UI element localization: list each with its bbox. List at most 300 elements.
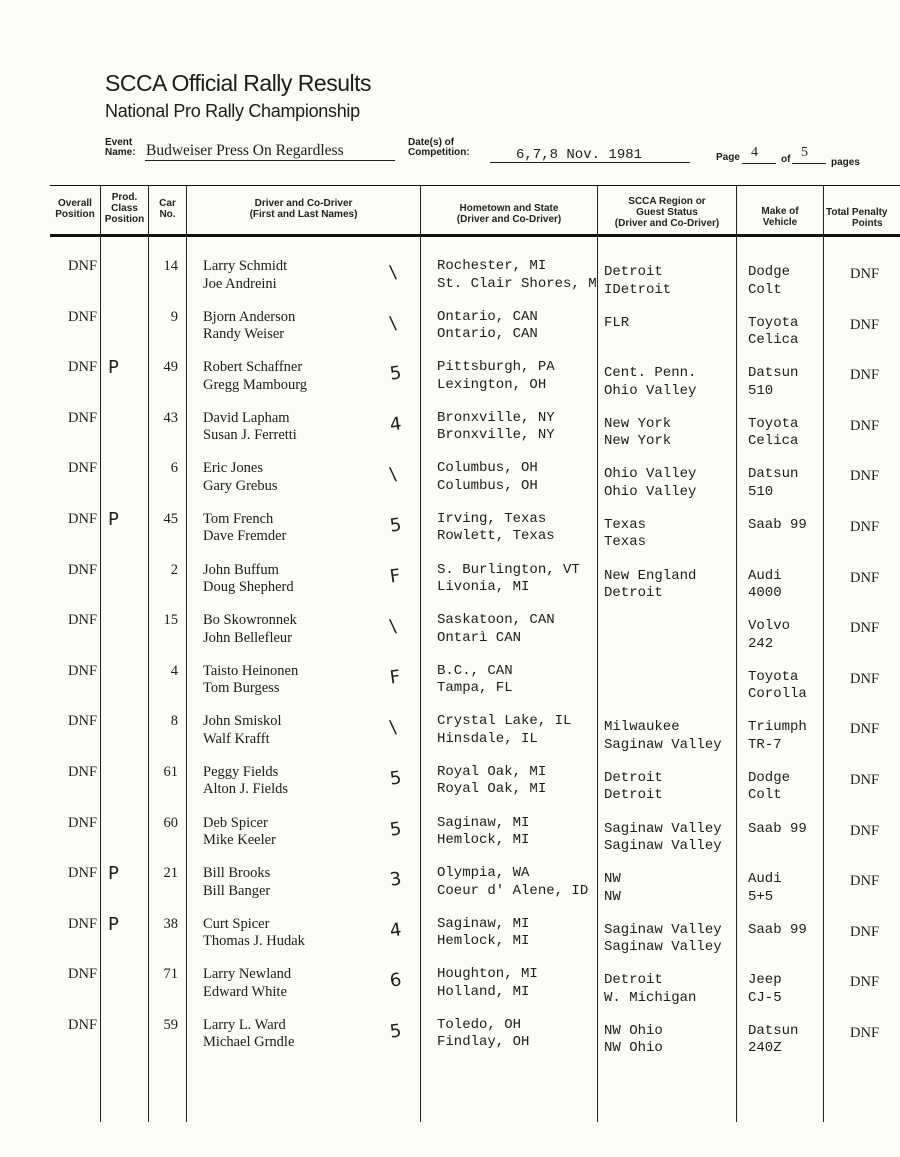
penalty-points: DNF — [850, 1024, 880, 1041]
col-header-text: Points — [852, 218, 883, 229]
driver-names-line2: Thomas J. Hudak — [203, 933, 305, 950]
driver-names-line1: Taisto Heinonen — [203, 662, 299, 679]
vehicle-make-line2: CJ-5 — [748, 989, 782, 1006]
driver-names — [203, 663, 298, 698]
hometown-line2: Tampa, FL — [437, 680, 513, 697]
table-row — [0, 258, 900, 309]
pencil-mark: \ — [388, 312, 398, 334]
pencil-mark: F — [388, 564, 402, 588]
hometown-line1: Rochester, MI — [437, 258, 547, 274]
driver-names — [203, 865, 270, 900]
driver-names — [203, 511, 286, 546]
table-row — [0, 460, 900, 511]
scca-region-line1: New York — [604, 415, 672, 432]
vehicle-make-line1: Dodge — [748, 264, 791, 280]
car-number: 60 — [163, 814, 178, 831]
col-header-car — [149, 198, 186, 220]
pencil-mark: 3 — [388, 868, 403, 891]
scca-region — [604, 713, 722, 754]
vehicle-make — [748, 865, 782, 906]
hometown-line2: Livonia, MI — [437, 579, 530, 596]
car-number: 9 — [170, 308, 178, 325]
car-number: 71 — [163, 966, 178, 983]
pencil-mark: 5 — [388, 1020, 403, 1043]
pencil-mark: 4 — [388, 919, 403, 942]
scca-region-line2: Ohio Valley — [604, 382, 697, 399]
hometown — [437, 309, 538, 344]
vehicle-make — [748, 764, 790, 805]
vehicle-make-line1: Saab 99 — [748, 820, 807, 837]
col-header-text: (Driver and Co-Driver) — [456, 214, 562, 225]
vehicle-make-line1: Toyota — [748, 668, 799, 685]
driver-names-line2: Alton J. Fields — [203, 781, 288, 798]
table-row — [0, 612, 900, 663]
scca-region-line1: Texas — [604, 516, 647, 533]
overall-position: DNF — [68, 763, 98, 780]
driver-names-line2: Edward White — [203, 983, 287, 1000]
vehicle-make — [748, 511, 807, 535]
vehicle-make-line2: Celica — [748, 433, 799, 450]
car-number: 21 — [163, 865, 178, 882]
car-number: 45 — [163, 510, 178, 527]
driver-names-line1: John Smiskol — [203, 713, 282, 730]
hometown-line2: Lexington, OH — [437, 376, 547, 393]
car-number: 38 — [163, 915, 178, 932]
col-header-text: Vehicle — [762, 217, 798, 228]
hometown — [437, 815, 529, 850]
vehicle-make — [748, 663, 807, 704]
date-label-line2: Competition: — [408, 147, 470, 158]
vehicle-make-line2: Corolla — [748, 686, 807, 703]
scca-region — [604, 764, 663, 805]
table-row — [0, 815, 900, 866]
driver-names-line1: Robert Schaffner — [203, 359, 303, 376]
scca-region-line1: NW Ohio — [604, 1022, 663, 1039]
col-header-penalty — [826, 207, 900, 229]
car-number: 49 — [163, 359, 178, 376]
penalty-points: DNF — [850, 771, 880, 788]
driver-names — [203, 815, 276, 850]
hometown — [437, 511, 555, 546]
vehicle-make — [748, 258, 790, 299]
col-header-text: Overall — [58, 198, 92, 209]
table-top-rule — [50, 185, 900, 186]
vehicle-make — [748, 966, 782, 1007]
table-row — [0, 865, 900, 916]
col-header-text: SCCA Region or — [628, 196, 706, 207]
pencil-mark: 5 — [388, 362, 403, 385]
driver-names-line1: Deb Spicer — [203, 814, 268, 831]
col-header-text: Car — [159, 198, 176, 209]
penalty-points: DNF — [850, 873, 880, 890]
overall-position: DNF — [68, 966, 98, 983]
hometown-line2: Rowlett, Texas — [437, 528, 555, 545]
car-number: 6 — [170, 460, 178, 477]
table-row — [0, 966, 900, 1017]
hometown-line1: S. Burlington, VT — [437, 561, 580, 578]
event-name-underline — [145, 160, 395, 161]
document-title: SCCA Official Rally Results — [105, 70, 371, 96]
scca-region-line2: Ohio Valley — [604, 483, 697, 500]
table-row — [0, 562, 900, 613]
hometown-line1: Royal Oak, MI — [437, 763, 547, 780]
penalty-points: DNF — [850, 620, 880, 637]
hometown-line1: Columbus, OH — [437, 460, 538, 477]
scca-region-line1: Saginaw Valley — [604, 820, 722, 837]
col-header-text: Hometown and State — [459, 203, 559, 214]
col-header-text: (Driver and Co-Driver) — [614, 218, 720, 229]
scca-region-line1: Detroit — [604, 972, 663, 989]
col-header-driver — [187, 198, 420, 220]
hometown-line1: Ontario, CAN — [437, 308, 538, 325]
vehicle-make-line1: Toyota — [748, 415, 799, 432]
pencil-mark: F — [388, 666, 402, 689]
pencil-mark: \ — [388, 464, 398, 486]
penalty-points: DNF — [850, 518, 880, 535]
driver-names-line1: Peggy Fields — [203, 763, 279, 780]
vehicle-make — [748, 359, 798, 400]
hometown — [437, 612, 555, 647]
driver-names — [203, 258, 287, 293]
driver-names-line2: Bill Banger — [203, 882, 271, 899]
driver-names — [203, 359, 307, 394]
prod-class-mark: P — [108, 357, 119, 379]
vehicle-make-line2: 5+5 — [748, 888, 774, 905]
vehicle-make — [748, 815, 807, 839]
scca-region — [604, 410, 671, 451]
prod-class-mark: P — [108, 863, 119, 885]
scca-region-line1: Detroit — [604, 264, 663, 280]
hometown — [437, 410, 555, 445]
driver-names — [203, 916, 305, 951]
driver-names — [203, 764, 288, 799]
vehicle-make-line2: TR-7 — [748, 736, 782, 753]
driver-names — [203, 562, 294, 597]
vehicle-make — [748, 713, 807, 754]
scca-region-line1: New England — [604, 567, 697, 584]
hometown — [437, 258, 597, 293]
overall-position: DNF — [68, 865, 98, 882]
scca-region-line1: Saginaw Valley — [604, 921, 722, 938]
penalty-points: DNF — [850, 417, 880, 434]
hometown-line1: Bronxville, NY — [437, 409, 555, 426]
hometown-line2: Columbus, OH — [437, 477, 538, 494]
table-row — [0, 764, 900, 815]
scca-region-line2: New York — [604, 433, 672, 450]
table-header-rule — [50, 234, 900, 237]
vehicle-make — [748, 309, 798, 350]
driver-names-line2: John Bellefleur — [203, 629, 292, 646]
driver-names — [203, 1017, 294, 1052]
col-header-text: Class — [111, 203, 138, 214]
date-label-line1: Date(s) of — [408, 137, 455, 148]
vehicle-make — [748, 562, 782, 603]
vehicle-make-line1: Triumph — [748, 719, 807, 736]
vehicle-make-line2: 510 — [748, 382, 774, 399]
vehicle-make-line2: 510 — [748, 483, 774, 500]
driver-names-line1: Bo Skowronnek — [203, 612, 297, 629]
scca-region-line2: NW — [604, 888, 621, 905]
driver-names-line2: Randy Weiser — [203, 326, 285, 343]
hometown-line1: Houghton, MI — [437, 966, 538, 983]
car-number: 8 — [170, 713, 178, 730]
pencil-mark: 5 — [388, 514, 403, 537]
col-header-region — [598, 196, 736, 229]
vehicle-make-line1: Volvo — [748, 618, 791, 635]
page-label: Page — [716, 152, 740, 163]
hometown-line2: Ontario, CAN — [437, 326, 538, 343]
vehicle-make-line1: Datsun — [748, 466, 799, 483]
hometown — [437, 916, 529, 951]
vehicle-make — [748, 916, 807, 940]
pencil-mark: 6 — [388, 969, 403, 993]
driver-names-line2: Tom Burgess — [203, 680, 280, 697]
pencil-mark: \ — [388, 261, 398, 284]
car-number: 2 — [170, 561, 178, 578]
scca-region — [604, 258, 671, 299]
pencil-mark: \ — [388, 615, 398, 638]
car-number: 61 — [163, 763, 178, 780]
hometown-line2: Hemlock, MI — [437, 832, 530, 849]
hometown-line2: Coeur d' Alene, ID — [437, 882, 589, 899]
col-header-text: Total Penalty — [826, 207, 888, 218]
col-header-text: Driver and Co-Driver — [254, 198, 353, 209]
penalty-points: DNF — [850, 266, 880, 282]
driver-names-line1: Curt Spicer — [203, 915, 270, 932]
driver-names-line2: Dave Fremder — [203, 528, 287, 545]
scca-region — [604, 966, 696, 1007]
driver-names — [203, 460, 278, 495]
page-number-underline — [742, 163, 776, 164]
hometown-line1: Toledo, OH — [437, 1016, 522, 1033]
overall-position: DNF — [68, 409, 98, 426]
col-header-hometown — [421, 203, 597, 225]
vehicle-make — [748, 410, 798, 451]
scca-region — [604, 1017, 663, 1058]
overall-position: DNF — [68, 713, 98, 730]
hometown — [437, 966, 538, 1001]
driver-names-line1: Tom French — [203, 510, 274, 527]
hometown-line2: Royal Oak, MI — [437, 781, 547, 798]
col-header-text: Make of — [761, 206, 799, 217]
scca-region-line2: Saginaw Valley — [604, 939, 722, 956]
col-header-prod-class — [101, 192, 148, 225]
vehicle-make — [748, 1017, 798, 1058]
vehicle-make-line2: 240Z — [748, 1040, 782, 1057]
hometown-line1: Irving, Texas — [437, 510, 547, 527]
event-name: Budweiser Press On Regardless — [146, 142, 344, 159]
overall-position: DNF — [68, 915, 98, 932]
car-number: 43 — [163, 409, 178, 426]
hometown-line1: Saginaw, MI — [437, 915, 530, 932]
hometown-line2: Findlay, OH — [437, 1034, 530, 1051]
car-number: 14 — [163, 258, 178, 274]
scca-region — [604, 916, 722, 957]
penalty-points: DNF — [850, 468, 880, 485]
table-row — [0, 410, 900, 461]
hometown — [437, 663, 513, 698]
hometown-line1: B.C., CAN — [437, 662, 513, 679]
penalty-points: DNF — [850, 974, 880, 991]
hometown — [437, 865, 588, 900]
table-row — [0, 508, 900, 562]
prod-class-mark: P — [108, 913, 119, 935]
scca-region-line2: Detroit — [604, 585, 663, 602]
of-label: of — [781, 154, 791, 165]
hometown — [437, 764, 546, 799]
scca-region — [604, 562, 696, 603]
page-total-underline — [792, 163, 826, 164]
scca-region-line2: Detroit — [604, 787, 663, 804]
overall-position: DNF — [68, 1016, 98, 1033]
overall-position: DNF — [68, 612, 98, 629]
driver-names-line1: Larry Newland — [203, 966, 292, 983]
vehicle-make — [748, 612, 790, 653]
hometown-line1: Saskatoon, CAN — [437, 612, 555, 629]
col-header-text: Position — [104, 214, 145, 225]
overall-position: DNF — [68, 258, 98, 274]
hometown-line2: Hinsdale, IL — [437, 730, 538, 747]
scca-region — [604, 815, 722, 856]
driver-names-line1: David Lapham — [203, 409, 290, 426]
driver-names — [203, 612, 297, 647]
vehicle-make-line2: Celica — [748, 332, 799, 349]
vehicle-make-line1: Toyota — [748, 314, 799, 331]
col-header-text: No. — [159, 209, 176, 220]
hometown-line2: St. Clair Shores, M — [437, 275, 597, 292]
table-row — [0, 1017, 900, 1068]
page-total: 5 — [801, 145, 808, 160]
pencil-mark: 4 — [388, 413, 403, 436]
overall-position: DNF — [68, 561, 98, 578]
driver-names — [203, 410, 297, 445]
date-label — [408, 138, 470, 158]
hometown-line2: Ontarì CAN — [437, 629, 522, 646]
driver-names-line2: Joe Andreini — [203, 275, 277, 292]
overall-position: DNF — [68, 359, 98, 376]
vehicle-make-line1: Datsun — [748, 1022, 799, 1039]
driver-names-line2: Walf Krafft — [203, 730, 270, 747]
document-subtitle: National Pro Rally Championship — [105, 101, 360, 121]
scca-region — [604, 460, 696, 501]
table-row — [0, 663, 900, 714]
penalty-points: DNF — [850, 822, 880, 839]
driver-names — [203, 309, 295, 344]
vehicle-make-line1: Audi — [748, 567, 782, 584]
hometown-line1: Saginaw, MI — [437, 814, 530, 831]
penalty-points: DNF — [850, 367, 880, 384]
col-header-text: Guest Status — [636, 207, 698, 218]
scca-region-line1: Ohio Valley — [604, 466, 697, 483]
scca-region-line1: Detroit — [604, 769, 663, 786]
hometown — [437, 713, 571, 748]
scca-region — [604, 359, 696, 400]
scca-region-line1: Cent. Penn. — [604, 365, 697, 382]
hometown — [437, 359, 555, 394]
event-label-line1: Event — [105, 137, 133, 148]
hometown-line2: Hemlock, MI — [437, 933, 530, 950]
penalty-points: DNF — [850, 721, 880, 738]
penalty-points: DNF — [850, 316, 880, 333]
scca-region-line1: NW — [604, 871, 621, 888]
results-table-body — [0, 258, 900, 1068]
driver-names-line2: Gregg Mambourg — [203, 376, 308, 393]
vehicle-make — [748, 460, 798, 501]
pencil-mark: \ — [388, 717, 398, 739]
hometown-line2: Bronxville, NY — [437, 427, 555, 444]
hometown — [437, 460, 538, 495]
page-number: 4 — [751, 145, 758, 160]
vehicle-make-line2: 242 — [748, 635, 774, 652]
prod-class-mark: P — [108, 508, 119, 530]
driver-names-line1: Bjorn Anderson — [203, 308, 296, 325]
pencil-mark: 5 — [388, 817, 403, 841]
vehicle-make-line1: Dodge — [748, 769, 791, 786]
overall-position: DNF — [68, 510, 98, 527]
driver-names-line2: Mike Keeler — [203, 832, 276, 849]
col-header-text: (First and Last Names) — [249, 209, 358, 220]
driver-names-line1: Eric Jones — [203, 460, 263, 477]
vehicle-make-line1: Datsun — [748, 365, 799, 382]
driver-names — [203, 713, 282, 748]
pencil-mark: 5 — [388, 767, 403, 790]
col-header-make — [737, 206, 823, 228]
driver-names-line2: Susan J. Ferretti — [203, 427, 297, 444]
scca-region-line2: W. Michigan — [604, 989, 697, 1006]
driver-names-line1: Larry Schmidt — [203, 258, 288, 274]
driver-names — [203, 966, 291, 1001]
event-label — [105, 138, 136, 158]
hometown-line2: Holland, MI — [437, 983, 530, 1000]
driver-names-line1: Bill Brooks — [203, 865, 271, 882]
car-number: 15 — [163, 612, 178, 629]
overall-position: DNF — [68, 308, 98, 325]
hometown-line1: Crystal Lake, IL — [437, 713, 572, 730]
scca-region-line2: IDetroit — [604, 281, 672, 298]
driver-names-line1: Larry L. Ward — [203, 1016, 286, 1033]
vehicle-make-line2: Colt — [748, 787, 782, 804]
scca-region — [604, 865, 621, 906]
vehicle-make-line2: Colt — [748, 281, 782, 298]
scca-region-line2: NW Ohio — [604, 1040, 663, 1057]
vehicle-make-line2: 4000 — [748, 585, 782, 602]
overall-position: DNF — [68, 460, 98, 477]
vehicle-make-line1: Jeep — [748, 972, 782, 989]
competition-dates: 6,7,8 Nov. 1981 — [516, 147, 643, 163]
table-row — [0, 309, 900, 360]
hometown-line1: Pittsburgh, PA — [437, 359, 555, 376]
overall-position: DNF — [68, 662, 98, 679]
scca-region-line2: Texas — [604, 534, 647, 551]
penalty-points: DNF — [850, 569, 880, 586]
driver-names-line2: Doug Shepherd — [203, 579, 294, 596]
table-row — [0, 713, 900, 764]
hometown-line1: Olympia, WA — [437, 865, 530, 882]
date-underline — [490, 162, 690, 163]
vehicle-make-line1: Saab 99 — [748, 516, 807, 533]
scca-region-line1: Milwaukee — [604, 719, 680, 736]
penalty-points: DNF — [850, 670, 880, 687]
scca-region-line2: Saginaw Valley — [604, 838, 722, 855]
hometown — [437, 562, 580, 597]
driver-names-line1: John Buffum — [203, 561, 279, 578]
penalty-points: DNF — [850, 923, 880, 940]
pages-label: pages — [831, 157, 860, 168]
vehicle-make-line1: Audi — [748, 871, 782, 888]
car-number: 4 — [170, 662, 178, 679]
event-label-line2: Name: — [105, 147, 136, 158]
hometown — [437, 1017, 529, 1052]
